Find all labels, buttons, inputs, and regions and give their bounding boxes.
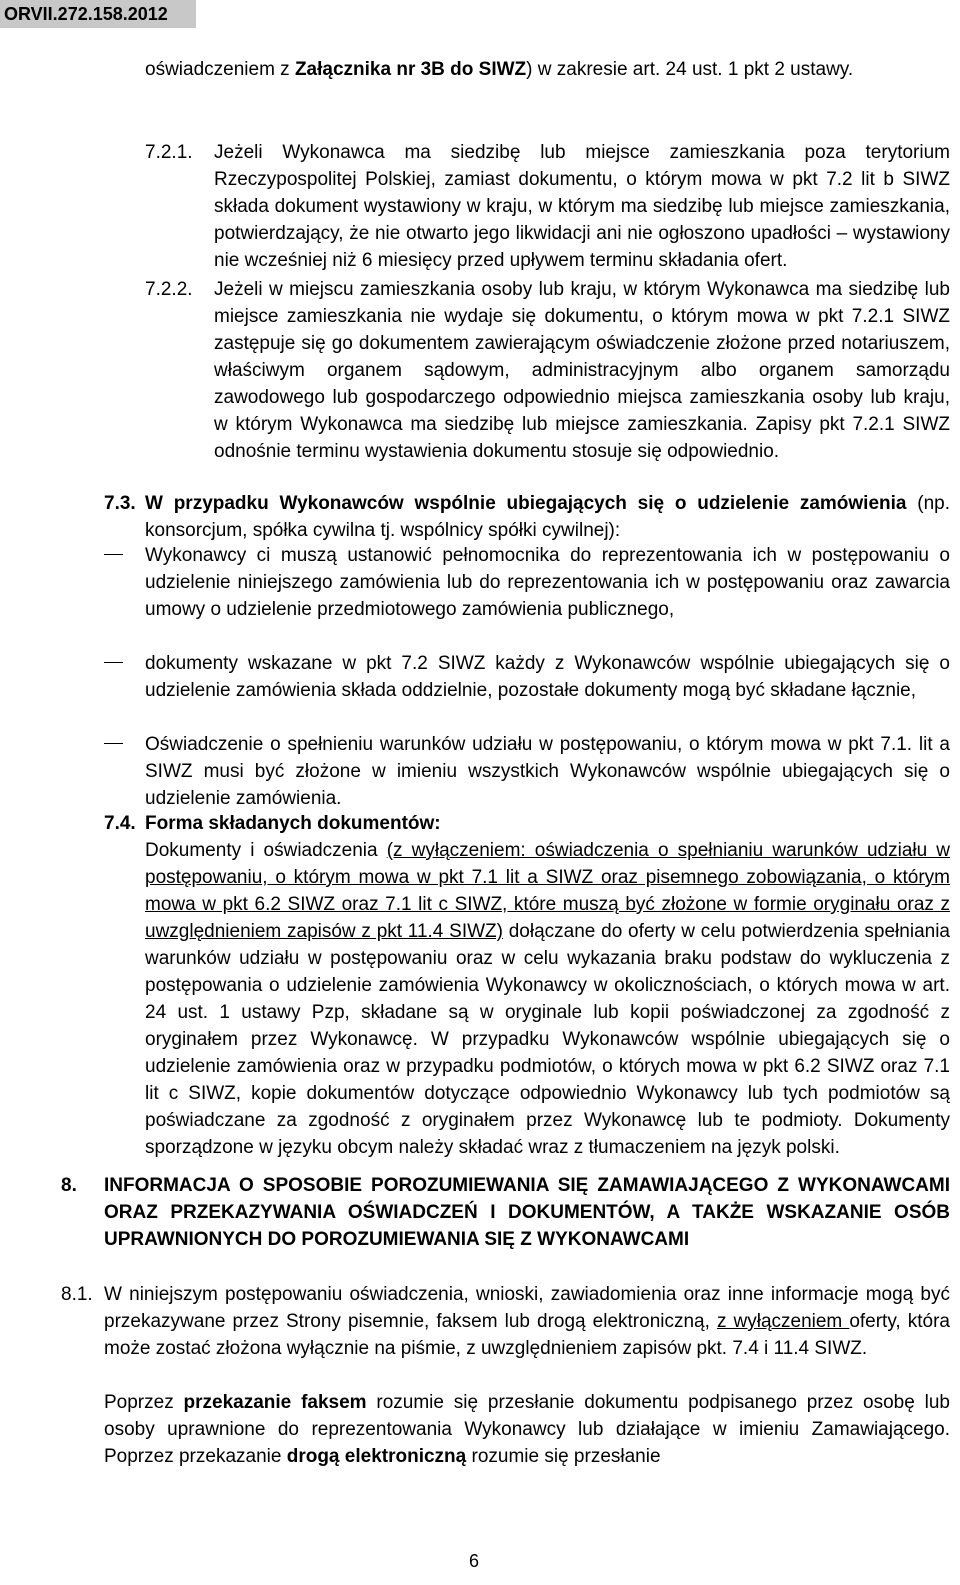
section-7-2-1-text: Jeżeli Wykonawca ma siedzibę lub miejsce zamieszkania poza terytorium Rzeczypospolitej Polskiej, zamiast dokumentu, o którym mowa w pkt 7.2 lit b SIWZ składa dokument wystawiony w kraju, w którym ma siedzibę lub miejsce zamieszkania, potwierdzający, że nie otwarto jego likwidacji ani nie ogłoszono upadłości – wystawiony nie wcześniej niż 6 miesięcy przed upływem terminu składania ofert. — [214, 142, 950, 271]
section-7-2-2-text: Jeżeli w miejscu zamieszkania osoby lub kraju, w którym Wykonawca ma siedzibę lub miejsce zamieszkania nie wydaje się dokumentu, o którym mowa w pkt 7.2.1 SIWZ zastępuje się go dokumentem zawierającym oświadczenie złożone przed notariuszem, właściwym organem sądowym, administracyjnym albo organem samorządu zawodowego lub gospodarczego odpowiednio miejsca zamieszkania osoby lub kraju, w którym Wykonawca ma siedzibę lub miejsce zamieszkania. Zapisy pkt 7.2.1 SIWZ odnośnie terminu wystawienia dokumentu stosuje się odpowiednio. — [214, 279, 950, 462]
section-8-1-paragraph-a: W niniejszym postępowaniu oświadczenia, wnioski, zawiadomienia oraz inne informacje mogą być przekazywane przez Strony pisemnie, faksem lub drogą elektroniczną, z wyłączeniem oferty, która może zostać złożona wyłącznie na piśmie, z uwzględnieniem zapisów pkt. 7.4 i 11.4 SIWZ. — [104, 1284, 950, 1359]
document-reference: ORVII.272.158.2012 — [0, 0, 196, 28]
section-7-4-title: Forma składanych dokumentów: — [145, 813, 441, 834]
list-item: Oświadczenie o spełnieniu warunków udziału w postępowaniu, o którym mowa w pkt 7.1. lit a SIWZ musi być złożone w imieniu wszystkich Wykonawców wspólnie ubiegających się o udzielenie zamówienia. — [145, 734, 950, 809]
section-7-3-intro: W przypadku Wykonawców wspólnie ubiegających się o udzielenie zamówienia (np. konsorcjum, spółka cywilna tj. wspólnicy spółki cywilnej): — [145, 493, 950, 541]
section-8-number: 8. — [61, 1175, 77, 1196]
section-8-1-paragraph-b: Poprzez przekazanie faksem rozumie się przesłanie dokumentu podpisanego przez osobę lub osoby uprawnione do reprezentowania Wykonawcy lub działające w imieniu Zamawiającego. Poprzez przekazanie drogą elektroniczną rozumie się przesłanie — [104, 1392, 950, 1467]
section-7-4-number: 7.4. — [104, 813, 136, 834]
page-number: 6 — [469, 1551, 480, 1571]
section-7-4-text: Dokumenty i oświadczenia (z wyłączeniem: oświadczenia o spełnianiu warunków udziału w postępowaniu, o którym mowa w pkt 7.1 lit a SIWZ oraz pisemnego zobowiązania, o którym mowa w pkt 6.2 SIWZ oraz 7.1 lit c SIWZ, które muszą być złożone w formie oryginału oraz z uwzględnieniem zapisów z pkt 11.4 SIWZ) dołączane do oferty w celu potwierdzenia spełniania warunków udziału w postępowaniu oraz w celu wykazania braku podstaw do wykluczenia z postępowania o udzielenie zamówienia Wykonawcy w okolicznościach, o których mowa w art. 24 ust. 1 ustawy Pzp, składane są w oryginale lub kopii poświadczonej za zgodność z oryginałem przez Wykonawcę. W przypadku Wykonawców wspólnie ubiegających się o udzielenie zamówienia oraz w przypadku podmiotów, o których mowa w pkt 6.2 SIWZ oraz 7.1 lit c SIWZ, kopie dokumentów dotyczące odpowiednio Wykonawcy lub tych podmiotów są poświadczane za zgodność z oryginałem przez Wykonawcę lub te podmioty. Dokumenty sporządzone w języku obcym należy składać wraz z tłumaczeniem na język polski. — [145, 840, 951, 1158]
section-7-2-1-number: 7.2.1. — [145, 142, 193, 163]
list-item: dokumenty wskazane w pkt 7.2 SIWZ każdy z Wykonawców wspólnie ubiegających się o udzielenie zamówienia składa oddzielnie, pozostałe dokumenty mogą być składane łącznie, — [145, 653, 950, 701]
section-8-1-number: 8.1. — [61, 1284, 93, 1305]
list-dash — [104, 662, 123, 663]
list-item: Wykonawcy ci muszą ustanowić pełnomocnika do reprezentowania ich w postępowaniu o udzielenie niniejszego zamówienia lub do reprezentowania ich w postępowaniu oraz zawarcia umowy o udzielenie przedmiotowego zamówienia publicznego, — [145, 545, 950, 620]
section-7-2-2-number: 7.2.2. — [145, 279, 193, 300]
section-8-heading: INFORMACJA O SPOSOBIE POROZUMIEWANIA SIĘ ZAMAWIAJĄCEGO Z WYKONAWCAMI ORAZ PRZEKAZYWANIA OŚWIADCZEŃ I DOKUMENTÓW, A TAKŻE WSKAZANIE OSÓB UPRAWNIONYCH DO POROZUMIEWANIA SIĘ Z WYKONAWCAMI — [104, 1175, 950, 1250]
list-dash — [104, 743, 123, 744]
list-dash — [104, 554, 123, 555]
continuation-paragraph: oświadczeniem z Załącznika nr 3B do SIWZ) w zakresie art. 24 ust. 1 pkt 2 ustawy. — [145, 59, 854, 80]
section-7-3-number: 7.3. — [104, 493, 136, 514]
